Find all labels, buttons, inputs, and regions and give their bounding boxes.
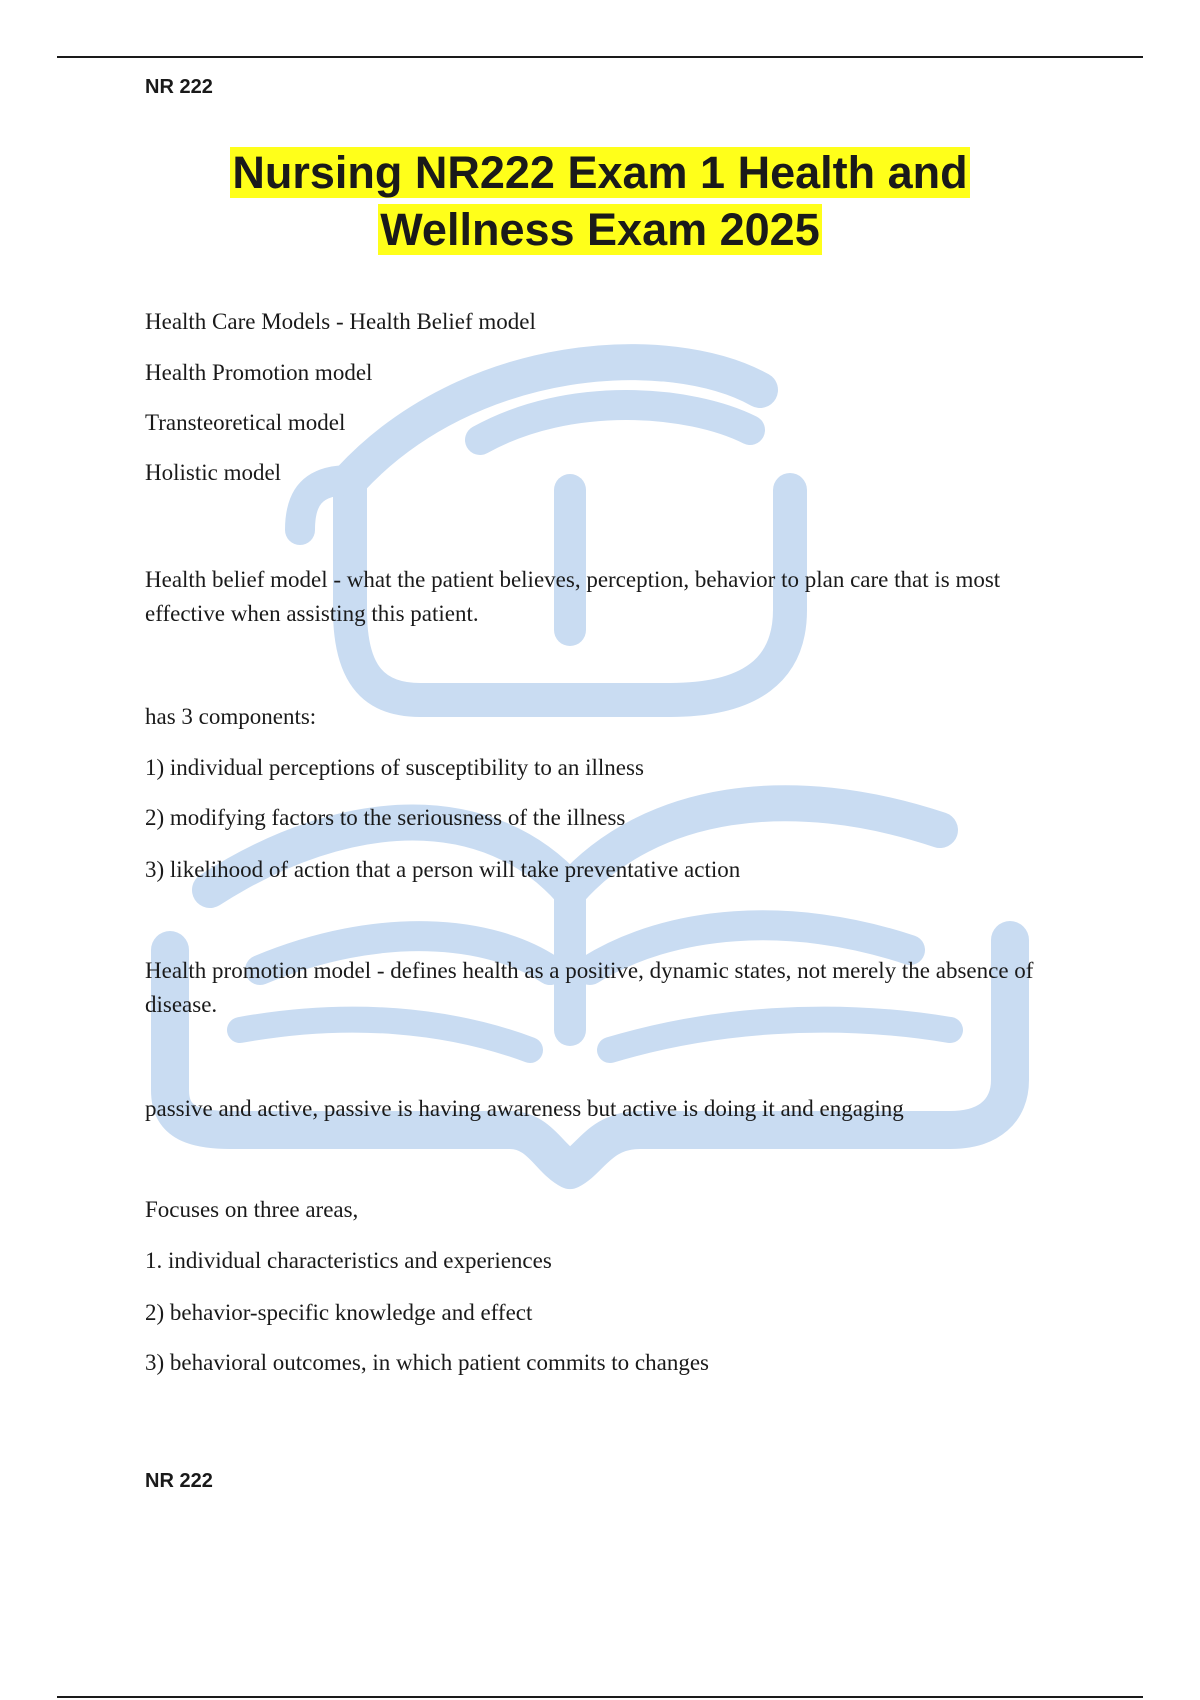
hpm-definition: Health promotion model - defines health as a positive, dynamic states, not merely the absence of disease.: [145, 958, 1034, 1017]
page-footer-code: NR 222: [145, 1470, 213, 1492]
hpm-areas-intro: Focuses on three areas,: [145, 1197, 359, 1222]
title-line-2: Wellness Exam 2025: [380, 204, 820, 255]
hpm-area: 2) behavior-specific knowledge and effect: [145, 1300, 533, 1325]
hbm-definition: Health belief model - what the patient believes, perception, behavior to plan care that is most effective when assisting this patient.: [145, 567, 1001, 626]
hpm-passive-active: passive and active, passive is having awareness but active is doing it and engaging: [145, 1096, 904, 1121]
hpm-area: 1. individual characteristics and experiences: [145, 1248, 552, 1273]
model-item: Health Promotion model: [145, 360, 373, 385]
hbm-component: 1) individual perceptions of susceptibility to an illness: [145, 755, 644, 780]
title-line-1: Nursing NR222 Exam 1 Health and: [232, 147, 968, 198]
hbm-component: 3) likelihood of action that a person will take preventative action: [145, 857, 741, 882]
document-title: [0, 144, 1200, 258]
top-rule: [57, 56, 1143, 58]
hbm-component: 2) modifying factors to the seriousness of the illness: [145, 805, 626, 830]
hpm-area: 3) behavioral outcomes, in which patient commits to changes: [145, 1350, 709, 1375]
model-item: Transteoretical model: [145, 410, 346, 435]
models-heading: Health Care Models - Health Belief model: [145, 309, 536, 334]
hbm-components-intro: has 3 components:: [145, 704, 317, 729]
page-header-code: NR 222: [145, 76, 213, 98]
model-item: Holistic model: [145, 460, 282, 485]
bottom-rule: [57, 1696, 1143, 1698]
